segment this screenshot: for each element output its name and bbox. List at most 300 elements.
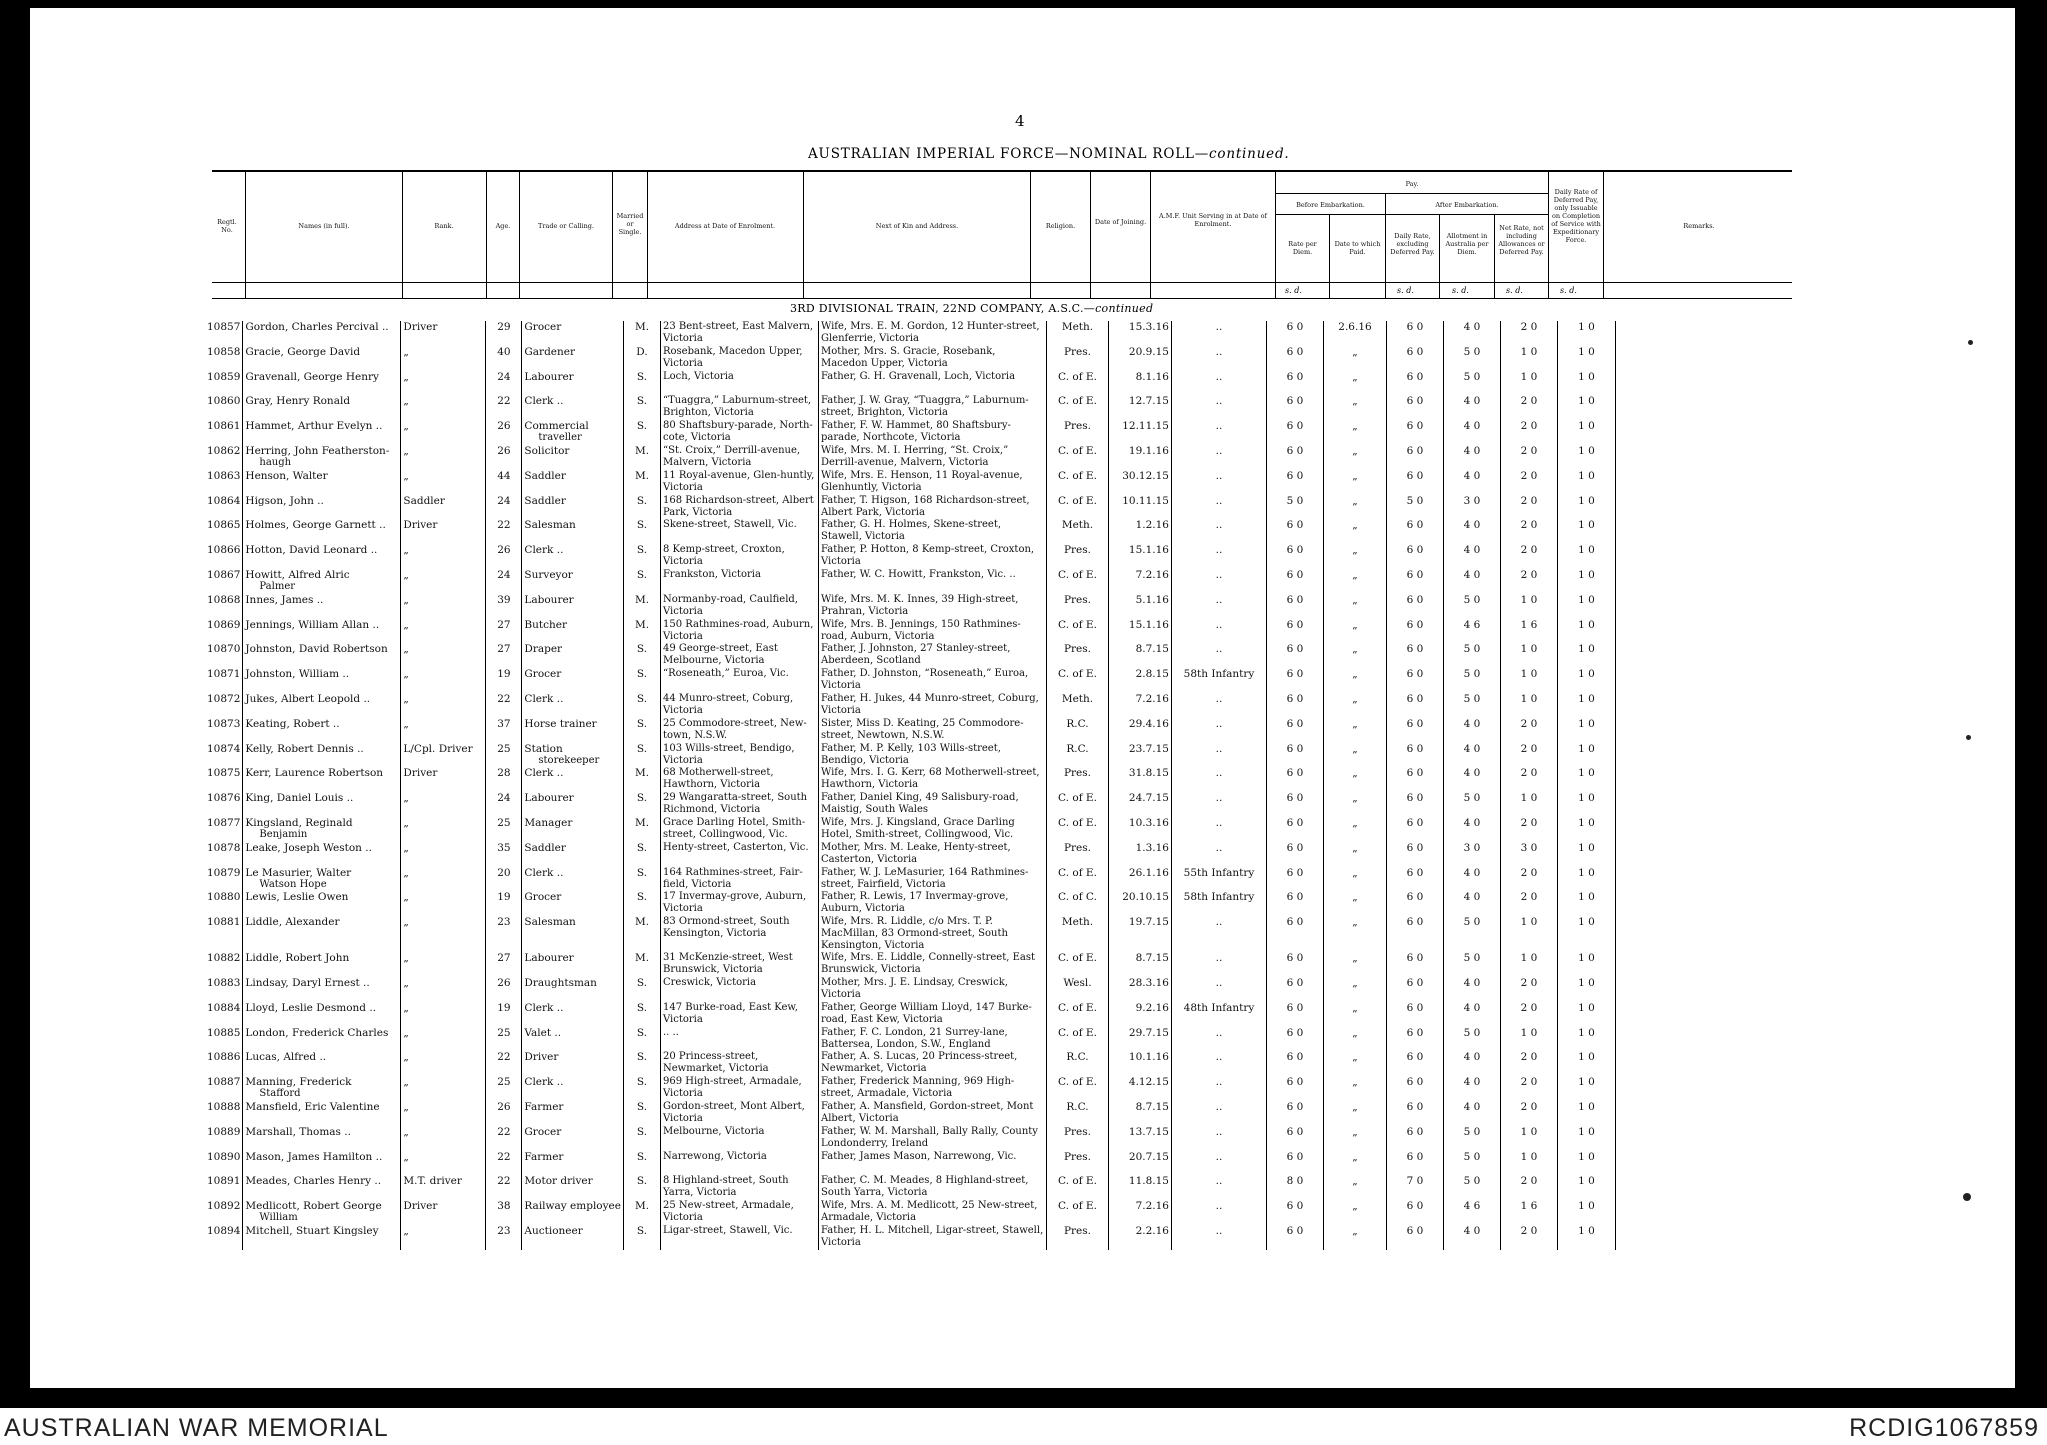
cell-unit	[1171, 1051, 1266, 1076]
rank-text: „	[403, 891, 409, 904]
religion-text: C. of E.	[1058, 1175, 1097, 1188]
married-single-text: S.	[636, 1100, 648, 1113]
trade-text: Surveyor	[524, 568, 573, 581]
date-joining-text: 30.12.15	[1122, 469, 1169, 482]
cell-religion	[1046, 1076, 1108, 1101]
rate-per-diem-text: 6 0	[1286, 1051, 1304, 1064]
deferred-pay-text: 1 0	[1578, 692, 1595, 705]
cell-married-single	[623, 668, 660, 693]
cell-name	[243, 718, 401, 743]
address-text: Normanby-road, Caulfield, Victoria	[662, 593, 798, 617]
religion-text: Pres.	[1063, 345, 1091, 358]
cell-date-joining	[1108, 445, 1171, 470]
cell-daily-rate	[1386, 1126, 1443, 1151]
cell-rank	[401, 1225, 486, 1250]
trade-text: Auctioneer	[524, 1224, 583, 1237]
cell-religion	[1046, 693, 1108, 718]
cell-unit	[1171, 1225, 1266, 1250]
cell-deferred-pay	[1557, 1225, 1615, 1250]
married-single-text: M.	[634, 618, 650, 631]
cell-address	[660, 1076, 818, 1101]
religion-text: C. of E.	[1058, 494, 1097, 507]
age-text: 23	[497, 916, 511, 929]
cell-rank	[401, 1002, 486, 1027]
cell-daily-rate	[1386, 1200, 1443, 1225]
header-net-rate: Net Rate, not including Allowances or Deferred Pay.	[1498, 224, 1545, 256]
deferred-pay-text: 1 0	[1578, 494, 1595, 507]
rate-per-diem-text: 6 0	[1286, 1200, 1304, 1213]
cell-allotment	[1443, 743, 1500, 768]
net-rate-text: 2 0	[1520, 1100, 1538, 1113]
age-text: 29	[497, 321, 511, 333]
cell-regtl-no	[205, 544, 243, 569]
cell-deferred-pay	[1557, 420, 1615, 445]
daily-rate-text: 6 0	[1406, 767, 1424, 780]
cell-next-of-kin	[818, 445, 1046, 470]
address-text: 164 Rathmines-street, Fair-field, Victoria	[662, 866, 803, 890]
table-row	[205, 519, 1615, 544]
cell-married-single	[623, 1225, 660, 1250]
cell-next-of-kin	[818, 495, 1046, 520]
trade-text: Grocer	[524, 668, 562, 681]
regtl-no-text: 10864	[207, 494, 241, 507]
cell-name	[243, 1101, 401, 1126]
rate-per-diem-text: 6 0	[1286, 742, 1304, 755]
rate-per-diem-text: 6 0	[1286, 345, 1304, 358]
cell-regtl-no	[205, 916, 243, 952]
unit-text: ..	[1215, 1076, 1223, 1089]
religion-text: C. of E.	[1058, 618, 1097, 631]
net-rate-text: 2 0	[1520, 519, 1538, 532]
cell-trade	[522, 1126, 624, 1151]
allotment-text: 4 0	[1463, 444, 1481, 457]
trade-text: Saddler	[524, 841, 566, 854]
regtl-no-text: 10889	[207, 1125, 241, 1138]
cell-rate-per-diem	[1266, 693, 1323, 718]
cell-name	[243, 594, 401, 619]
married-single-text: S.	[636, 1175, 648, 1188]
deferred-pay-text: 1 0	[1578, 668, 1595, 681]
regtl-no-text: 10866	[207, 544, 241, 557]
net-rate-text: 2 0	[1520, 1001, 1538, 1014]
cell-date-joining	[1108, 594, 1171, 619]
next-of-kin-text: Father, J. W. Gray, “Tuaggra,” Laburnum-street, Brighton, Victoria	[820, 395, 1029, 419]
cell-religion	[1046, 867, 1108, 892]
married-single-text: M.	[634, 469, 650, 482]
regtl-no-text: 10873	[207, 717, 241, 730]
married-single-text: S.	[636, 866, 648, 879]
net-rate-text: 2 0	[1520, 395, 1538, 408]
cell-address	[660, 952, 818, 977]
cell-allotment	[1443, 395, 1500, 420]
cell-address	[660, 977, 818, 1002]
next-of-kin-text: Wife, Mrs. I. G. Kerr, 68 Motherwell-street, Hawthorn, Victoria	[820, 767, 1040, 791]
cell-unit	[1171, 952, 1266, 977]
cell-address	[660, 1175, 818, 1200]
cell-date-paid	[1323, 1027, 1386, 1052]
next-of-kin-text: Father, P. Hotton, 8 Kemp-street, Croxton, Victoria	[820, 544, 1035, 568]
age-text: 22	[497, 1051, 511, 1064]
cell-name	[243, 867, 401, 892]
cell-net-rate	[1500, 420, 1557, 445]
cell-religion	[1046, 346, 1108, 371]
rate-per-diem-text: 6 0	[1286, 1026, 1304, 1039]
header-names: Names (in full).	[298, 222, 350, 230]
next-of-kin-text: Sister, Miss D. Keating, 25 Commodore-street, Newtown, N.S.W.	[820, 717, 1024, 741]
cell-married-single	[623, 395, 660, 420]
rank-text: „	[403, 816, 409, 829]
rank-text: Driver	[403, 321, 438, 333]
cell-date-paid	[1323, 668, 1386, 693]
religion-text: Pres.	[1063, 1150, 1091, 1163]
cell-rate-per-diem	[1266, 643, 1323, 668]
header-allotment: Allotment in Australia per Diem.	[1445, 232, 1489, 256]
header-date-joining: Date of Joining.	[1094, 218, 1147, 226]
cell-rate-per-diem	[1266, 867, 1323, 892]
cell-religion	[1046, 519, 1108, 544]
next-of-kin-text: Mother, Mrs. S. Gracie, Rosebank, Macedon Upper, Victoria	[820, 345, 996, 369]
cell-name	[243, 891, 401, 916]
name-text: Higson, John ..	[245, 494, 324, 507]
cell-date-paid	[1323, 1076, 1386, 1101]
cell-religion	[1046, 495, 1108, 520]
col-divider	[1385, 193, 1386, 298]
cell-age	[486, 321, 522, 346]
cell-rate-per-diem	[1266, 891, 1323, 916]
cell-address	[660, 1051, 818, 1076]
cell-net-rate	[1500, 569, 1557, 594]
cell-allotment	[1443, 643, 1500, 668]
regtl-no-text: 10886	[207, 1051, 241, 1064]
cell-rank	[401, 977, 486, 1002]
cell-address	[660, 470, 818, 495]
next-of-kin-text: Father, W. M. Marshall, Bally Rally, County Londonderry, Ireland	[820, 1125, 1038, 1149]
cell-next-of-kin	[818, 519, 1046, 544]
daily-rate-text: 6 0	[1406, 618, 1424, 631]
deferred-pay-text: 1 0	[1578, 1200, 1595, 1213]
cell-next-of-kin	[818, 619, 1046, 644]
regtl-no-text: 10882	[207, 952, 241, 965]
address-text: Melbourne, Victoria	[662, 1125, 765, 1137]
header-age: Age.	[495, 222, 511, 230]
rate-per-diem-text: 6 0	[1286, 1076, 1304, 1089]
unit-text: ..	[1215, 618, 1223, 631]
name-text: Marshall, Thomas ..	[245, 1125, 351, 1138]
next-of-kin-text: Wife, Mrs. A. M. Medlicott, 25 New-street, Armadale, Victoria	[820, 1200, 1038, 1224]
allotment-text: 3 0	[1463, 841, 1481, 854]
cell-deferred-pay	[1557, 842, 1615, 867]
date-paid-text: „	[1352, 494, 1358, 507]
cell-daily-rate	[1386, 420, 1443, 445]
daily-rate-text: 6 0	[1406, 916, 1424, 929]
address-text: 31 McKenzie-street, West Brunswick, Victoria	[662, 952, 793, 976]
cell-age	[486, 445, 522, 470]
cell-unit	[1171, 569, 1266, 594]
address-text: Creswick, Victoria	[662, 976, 757, 988]
religion-text: R.C.	[1066, 742, 1089, 755]
trade-text: Labourer	[524, 370, 574, 383]
religion-text: C. of E.	[1058, 1001, 1097, 1014]
cell-name	[243, 668, 401, 693]
unit-text: 55th Infantry	[1183, 866, 1255, 879]
age-text: 24	[497, 494, 511, 507]
cell-deferred-pay	[1557, 544, 1615, 569]
cell-deferred-pay	[1557, 952, 1615, 977]
deferred-pay-text: 1 0	[1578, 643, 1595, 656]
deferred-pay-text: 1 0	[1578, 469, 1595, 482]
cell-name	[243, 1175, 401, 1200]
daily-rate-text: 6 0	[1406, 519, 1424, 532]
daily-rate-text: 6 0	[1406, 742, 1424, 755]
cell-date-paid	[1323, 495, 1386, 520]
cell-rate-per-diem	[1266, 1200, 1323, 1225]
next-of-kin-text: Father, Frederick Manning, 969 High-street, Armadale, Victoria	[820, 1076, 1015, 1100]
date-joining-text: 13.7.15	[1128, 1125, 1169, 1138]
date-paid-text: „	[1352, 568, 1358, 581]
cell-rate-per-diem	[1266, 1051, 1323, 1076]
cell-net-rate	[1500, 767, 1557, 792]
rank-text: Saddler	[403, 494, 445, 507]
regtl-no-text: 10883	[207, 976, 241, 989]
cell-daily-rate	[1386, 668, 1443, 693]
cell-religion	[1046, 842, 1108, 867]
cell-married-single	[623, 569, 660, 594]
cell-date-paid	[1323, 693, 1386, 718]
cell-married-single	[623, 1126, 660, 1151]
daily-rate-text: 6 0	[1406, 469, 1424, 482]
cell-net-rate	[1500, 594, 1557, 619]
address-text: Rosebank, Macedon Upper, Victoria	[662, 345, 803, 369]
cell-net-rate	[1500, 321, 1557, 346]
cell-allotment	[1443, 952, 1500, 977]
cell-rate-per-diem	[1266, 619, 1323, 644]
name-text: Johnston, William ..	[245, 668, 350, 681]
cell-net-rate	[1500, 916, 1557, 952]
cell-unit	[1171, 470, 1266, 495]
cell-net-rate	[1500, 1175, 1557, 1200]
date-joining-text: 29.7.15	[1128, 1026, 1169, 1039]
cell-date-joining	[1108, 668, 1171, 693]
cell-regtl-no	[205, 321, 243, 346]
religion-text: Pres.	[1063, 643, 1091, 656]
cell-married-single	[623, 952, 660, 977]
rate-per-diem-text: 8 0	[1286, 1175, 1304, 1188]
cell-married-single	[623, 519, 660, 544]
date-paid-text: „	[1352, 816, 1358, 829]
allotment-text: 4 0	[1463, 568, 1481, 581]
cell-rank	[401, 1051, 486, 1076]
cell-deferred-pay	[1557, 1200, 1615, 1225]
date-paid-text: „	[1352, 792, 1358, 805]
name-continued: haugh	[259, 456, 292, 468]
cell-trade	[522, 743, 624, 768]
address-text: 29 Wangaratta-street, South Richmond, Victoria	[662, 792, 808, 816]
cell-daily-rate	[1386, 916, 1443, 952]
cell-date-joining	[1108, 743, 1171, 768]
cell-next-of-kin	[818, 643, 1046, 668]
cell-allotment	[1443, 693, 1500, 718]
cell-address	[660, 1002, 818, 1027]
pay-sub-rule	[1275, 214, 1548, 215]
rank-text: „	[403, 469, 409, 482]
name-text: Mansfield, Eric Valentine	[245, 1100, 380, 1113]
cell-rank	[401, 1151, 486, 1176]
cell-trade	[522, 792, 624, 817]
cell-allotment	[1443, 495, 1500, 520]
cell-date-paid	[1323, 891, 1386, 916]
next-of-kin-text: Father, Daniel King, 49 Salisbury-road, Maistig, South Wales	[820, 792, 1019, 816]
trade-text: Draper	[524, 643, 563, 656]
cell-married-single	[623, 743, 660, 768]
table-row	[205, 891, 1615, 916]
cell-deferred-pay	[1557, 977, 1615, 1002]
header-date-paid: Date to which Paid.	[1334, 240, 1381, 256]
date-joining-text: 1.3.16	[1135, 841, 1169, 854]
rate-per-diem-text: 6 0	[1286, 916, 1304, 929]
rate-per-diem-text: 6 0	[1286, 952, 1304, 965]
date-joining-text: 9.2.16	[1135, 1001, 1169, 1014]
cell-unit	[1171, 916, 1266, 952]
cell-date-joining	[1108, 1002, 1171, 1027]
date-joining-text: 2.2.16	[1135, 1224, 1169, 1237]
cell-deferred-pay	[1557, 1126, 1615, 1151]
unit-text: 58th Infantry	[1183, 891, 1255, 904]
cell-trade	[522, 643, 624, 668]
header-rate-per-diem: Rate per Diem.	[1288, 240, 1317, 256]
regtl-no-text: 10862	[207, 444, 241, 457]
daily-rate-text: 6 0	[1406, 792, 1424, 805]
cell-date-joining	[1108, 470, 1171, 495]
unit-text: ..	[1215, 792, 1223, 805]
regtl-no-text: 10875	[207, 767, 241, 780]
rate-per-diem-text: 6 0	[1286, 593, 1304, 606]
cell-religion	[1046, 1051, 1108, 1076]
name-text: Hotton, David Leonard ..	[245, 544, 378, 557]
date-paid-text: „	[1352, 916, 1358, 929]
cell-married-single	[623, 792, 660, 817]
unit-text: ..	[1215, 1100, 1223, 1113]
cell-rate-per-diem	[1266, 977, 1323, 1002]
rank-text: „	[403, 618, 409, 631]
cell-date-joining	[1108, 817, 1171, 842]
regtl-no-text: 10857	[207, 321, 241, 333]
cell-trade	[522, 544, 624, 569]
religion-text: R.C.	[1066, 717, 1089, 730]
cell-deferred-pay	[1557, 470, 1615, 495]
allotment-text: 5 0	[1463, 952, 1481, 965]
cell-trade	[522, 1101, 624, 1126]
cell-regtl-no	[205, 817, 243, 842]
cell-married-single	[623, 495, 660, 520]
age-text: 22	[497, 692, 511, 705]
cell-daily-rate	[1386, 495, 1443, 520]
cell-religion	[1046, 792, 1108, 817]
age-text: 35	[497, 841, 511, 854]
cell-unit	[1171, 594, 1266, 619]
cell-allotment	[1443, 977, 1500, 1002]
table-row	[205, 1225, 1615, 1250]
unit-text: ..	[1215, 816, 1223, 829]
cell-date-joining	[1108, 952, 1171, 977]
rate-per-diem-text: 6 0	[1286, 643, 1304, 656]
cell-allotment	[1443, 519, 1500, 544]
date-joining-text: 5.1.16	[1135, 593, 1169, 606]
next-of-kin-text: Father, A. Mansfield, Gordon-street, Mont Albert, Victoria	[820, 1100, 1034, 1124]
cell-allotment	[1443, 817, 1500, 842]
cell-rank	[401, 445, 486, 470]
col-divider	[1329, 214, 1330, 298]
age-text: 24	[497, 370, 511, 383]
cell-address	[660, 792, 818, 817]
cell-address	[660, 842, 818, 867]
regtl-no-text: 10887	[207, 1076, 241, 1089]
regtl-no-text: 10894	[207, 1224, 241, 1237]
cell-unit	[1171, 544, 1266, 569]
date-joining-text: 11.8.15	[1128, 1175, 1169, 1188]
cell-date-paid	[1323, 643, 1386, 668]
deferred-pay-text: 1 0	[1578, 321, 1595, 333]
address-text: 150 Rathmines-road, Auburn, Victoria	[662, 618, 814, 642]
cell-rank	[401, 668, 486, 693]
cell-address	[660, 693, 818, 718]
header-unit-rule	[212, 298, 1792, 299]
cell-name	[243, 792, 401, 817]
cell-next-of-kin	[818, 867, 1046, 892]
regtl-no-text: 10891	[207, 1175, 241, 1188]
cell-net-rate	[1500, 693, 1557, 718]
name-text: Herring, John Featherston-	[245, 444, 390, 457]
cell-religion	[1046, 445, 1108, 470]
net-rate-text: 1 0	[1520, 593, 1538, 606]
cell-regtl-no	[205, 619, 243, 644]
deferred-pay-text: 1 0	[1578, 1026, 1595, 1039]
next-of-kin-text: Father, T. Higson, 168 Richardson-street, Albert Park, Victoria	[820, 494, 1030, 518]
cell-date-joining	[1108, 420, 1171, 445]
cell-deferred-pay	[1557, 321, 1615, 346]
trade-text: Labourer	[524, 792, 574, 805]
rate-per-diem-text: 6 0	[1286, 1150, 1304, 1163]
cell-date-joining	[1108, 1200, 1171, 1225]
date-paid-text: „	[1352, 866, 1358, 879]
religion-text: C. of E.	[1058, 952, 1097, 965]
col-divider	[1275, 172, 1276, 298]
unit-text: ..	[1215, 1150, 1223, 1163]
cell-address	[660, 395, 818, 420]
address-text: “St. Croix,” Derrill-avenue, Malvern, Victoria	[662, 444, 801, 468]
cell-date-paid	[1323, 842, 1386, 867]
unit-text: ..	[1215, 1026, 1223, 1039]
address-text: 17 Invermay-grove, Auburn, Victoria	[662, 891, 807, 915]
cell-regtl-no	[205, 1225, 243, 1250]
footer-bar	[0, 1408, 2047, 1445]
cell-trade	[522, 817, 624, 842]
cell-religion	[1046, 470, 1108, 495]
rate-per-diem-text: 6 0	[1286, 469, 1304, 482]
pay-rule	[1275, 193, 1548, 194]
name-continued: William	[259, 1212, 298, 1224]
age-text: 25	[497, 816, 511, 829]
cell-date-paid	[1323, 1002, 1386, 1027]
name-text: Mason, James Hamilton ..	[245, 1150, 383, 1163]
address-text: Ligar-street, Stawell, Vic.	[662, 1224, 793, 1236]
allotment-text: 4 0	[1463, 1224, 1481, 1237]
rate-per-diem-text: 6 0	[1286, 395, 1304, 408]
rank-text: „	[403, 1026, 409, 1039]
net-rate-text: 2 0	[1520, 494, 1538, 507]
cell-rate-per-diem	[1266, 569, 1323, 594]
net-rate-text: 1 0	[1520, 1026, 1538, 1039]
rate-per-diem-text: 6 0	[1286, 519, 1304, 532]
